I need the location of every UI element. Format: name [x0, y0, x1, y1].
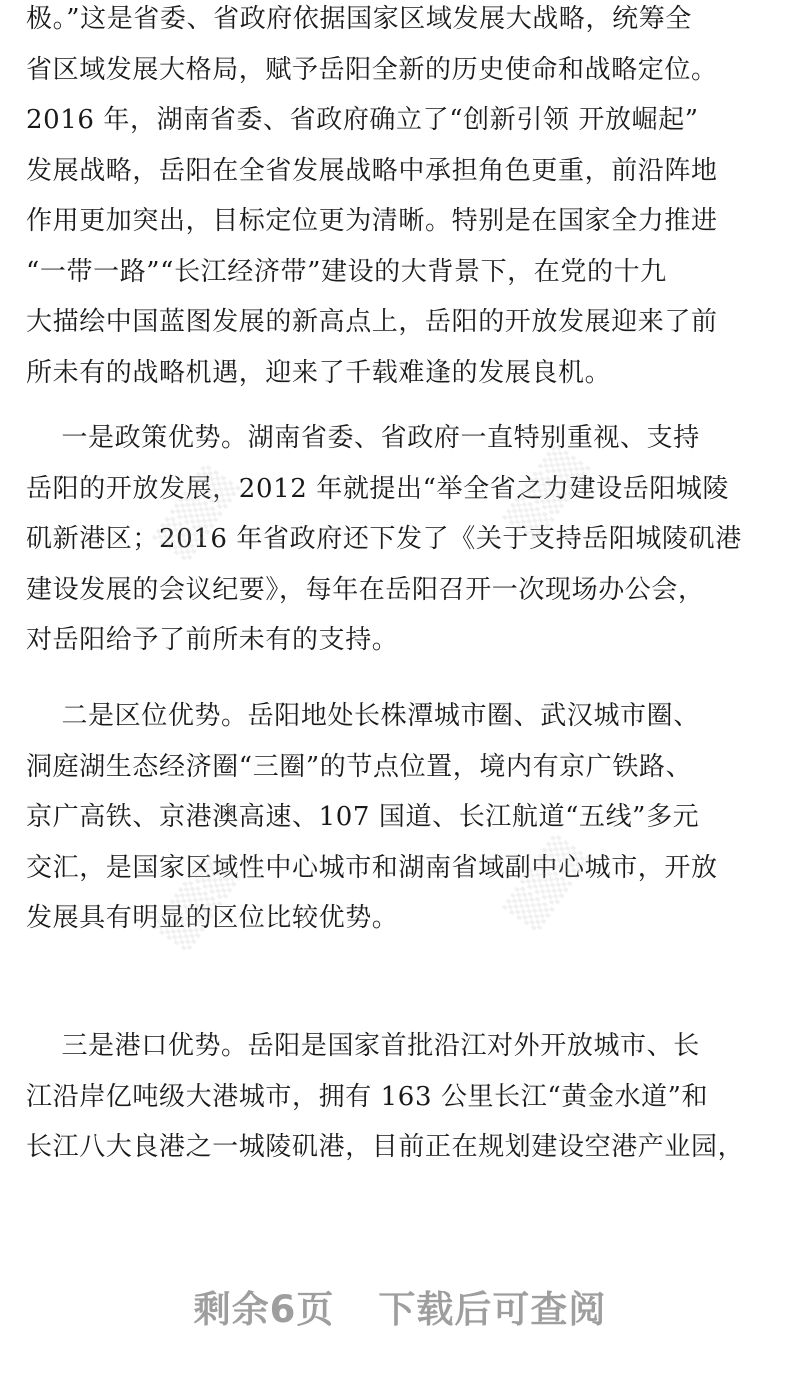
- text-line: 发展具有明显的区位比较优势。: [26, 903, 399, 933]
- text-line: 二是区位优势。岳阳地处长株潭城市圈、武汉城市圈、: [26, 701, 700, 731]
- text-line: 2016 年，湖南省委、省政府确立了“创新引领 开放崛起”: [26, 105, 699, 135]
- text-line: 三是港口优势。岳阳是国家首批沿江对外开放城市、长: [26, 1031, 700, 1061]
- text-line: 所未有的战略机遇，迎来了千载难逢的发展良机。: [26, 357, 612, 388]
- text-line: 作用更加突出，目标定位更为清晰。特别是在国家全力推进: [26, 206, 718, 236]
- text-line: 极。”这是省委、省政府依据国家区域发展大战略，统筹全: [26, 4, 692, 34]
- text-line: 一是政策优势。湖南省委、省政府一直特别重视、支持: [26, 423, 700, 453]
- text-line: 建设发展的会议纪要》，每年在岳阳召开一次现场办公会，: [26, 574, 705, 605]
- text-line: 对岳阳给予了前所未有的支持。: [26, 625, 399, 655]
- text-line: 交汇，是国家区域性中心城市和湖南省域副中心城市，开放: [26, 852, 718, 883]
- text-line: 长江八大良港之一城陵矶港，目前正在规划建设空港产业园，: [26, 1132, 745, 1162]
- paragraph-location-advantage: [26, 691, 776, 944]
- download-prompt-button[interactable]: [0, 1276, 800, 1336]
- paragraph-policy-advantage: [26, 413, 776, 666]
- remaining-pages-label: 剩余6页: [193, 1288, 335, 1331]
- text-line: 岳阳的开放发展，2012 年就提出“举全省之力建设岳阳城陵: [26, 473, 730, 504]
- watermark: ▒▒▒: [501, 441, 592, 543]
- watermark: ▒▒▒: [151, 851, 242, 953]
- watermark: ▒▒▒: [501, 831, 592, 933]
- text-line: 江沿岸亿吨级大港城市，拥有 163 公里长江“黄金水道”和: [26, 1081, 709, 1112]
- download-to-view-label: 下载后可查阅: [378, 1288, 607, 1331]
- text-line: 洞庭湖生态经济圈“三圈”的节点位置，境内有京广铁路、: [26, 751, 693, 782]
- paragraph-port-advantage: [26, 1021, 776, 1173]
- text-line: 矶新港区；2016 年省政府还下发了《关于支持岳阳城陵矶港: [26, 524, 742, 554]
- text-line: 京广高铁、京港澳高速、107 国道、长江航道“五线”多元: [26, 802, 700, 832]
- text-line: 省区域发展大格局，赋予岳阳全新的历史使命和战略定位。: [26, 54, 718, 85]
- paragraph-intro: [26, 0, 776, 398]
- text-line: 发展战略，岳阳在全省发展战略中承担角色更重，前沿阵地: [26, 155, 718, 186]
- watermark: ▒▒▒: [151, 461, 242, 563]
- text-line: 大描绘中国蓝图发展的新高点上，岳阳的开放发展迎来了前: [26, 307, 718, 337]
- text-line: “一带一路”“长江经济带”建设的大背景下，在党的十九: [26, 256, 667, 287]
